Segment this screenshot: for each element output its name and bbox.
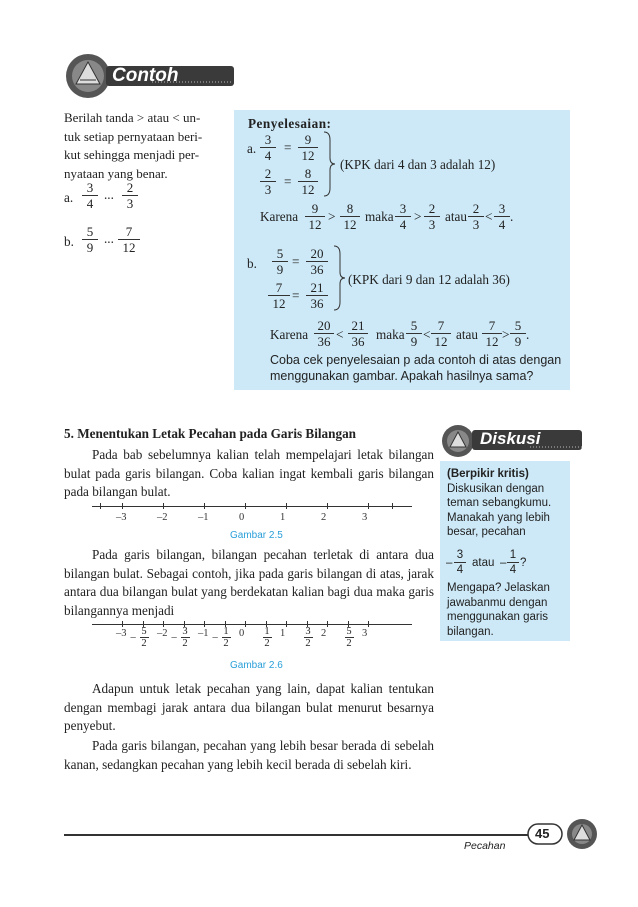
footer-chapter: Pecahan xyxy=(464,840,506,852)
problem-b-label: b. xyxy=(64,234,74,249)
tick-mark xyxy=(286,503,287,509)
solution-a-label: a. xyxy=(247,141,257,156)
tick-mark xyxy=(327,621,328,627)
diskusi-line: Diskusikan dengan xyxy=(447,482,545,495)
fraction: $\frac{5}{9}$ xyxy=(510,318,526,349)
fraction: $\frac{9}{12}$ xyxy=(298,132,318,163)
tick-label: 2 xyxy=(321,512,327,523)
tick-label: 0 xyxy=(239,628,245,639)
fraction: $\frac{7}{12}$ xyxy=(268,280,290,311)
tick-mark xyxy=(392,503,393,509)
maka-text: maka xyxy=(365,209,394,224)
tick-label: 3 xyxy=(362,512,368,523)
tick-mark xyxy=(368,503,369,509)
paragraph: Adapun untuk letak pecahan yang lain, dapat kalian tentukan dengan membagi jarak antara dua bilangan bulat menurut besarnya penyebut. xyxy=(64,681,434,733)
tick-label: –2 xyxy=(157,512,168,523)
diskusi-header xyxy=(440,422,590,458)
diskusi-line: menggunakan garis xyxy=(447,611,549,623)
instruction-line: Berilah tanda > atau < un- xyxy=(64,110,201,125)
diskusi-line: Mengapa? Jelaskan xyxy=(447,582,550,594)
fraction: $\frac{20}{36}$ xyxy=(306,246,328,277)
tick-label: –1 xyxy=(198,512,209,523)
diskusi-line: jawabanmu dengan xyxy=(447,596,548,609)
equals-sign: = xyxy=(284,140,292,155)
fraction: $\frac{2}{3}$ xyxy=(424,201,440,232)
tick-mark xyxy=(204,621,205,627)
karena-text: Karena xyxy=(260,209,299,224)
tick-mark xyxy=(122,621,123,627)
fraction: $\frac{3}{4}$ xyxy=(260,132,276,163)
tick-mark xyxy=(286,621,287,627)
tick-label: –1 xyxy=(198,628,209,639)
tick-mark xyxy=(327,503,328,509)
tick-label: 0 xyxy=(239,512,245,523)
paragraph: Pada garis bilangan, pecahan yang lebih besar berada di sebelah kanan, sedangkan pecahan yang lebih kecil berada di sebelah kiri. xyxy=(64,738,434,772)
brace-icon xyxy=(332,244,346,312)
fraction: $\frac{21}{36}$ xyxy=(306,280,328,311)
fraction: $\frac{21}{36}$ xyxy=(348,318,368,349)
fraction: $\frac{5}{9}$ xyxy=(272,246,288,277)
page-number: 45 xyxy=(535,826,550,841)
fraction: $\frac{2}{3}$ xyxy=(122,180,138,211)
solution-b-label: b. xyxy=(247,256,257,271)
diskusi-box xyxy=(440,461,570,641)
fraction: $\frac{5}{9}$ xyxy=(406,318,422,349)
problem-instruction xyxy=(64,109,224,183)
comparison-dots: ... xyxy=(104,187,114,202)
tick-label: –3 xyxy=(116,512,127,523)
instruction-line: kut sehingga menjadi per- xyxy=(64,147,200,162)
fraction: $\frac{7}{12}$ xyxy=(118,224,140,255)
tick-mark xyxy=(163,621,164,627)
paragraph: Pada garis bilangan, bilangan pecahan terletak di antara dua bilangan bulat. Sebagai contoh, jika pada garis bilangan di atas, jarak antara dua bilangan bulat yang berdekatan kalian bagi dua maka garis bilangannya menjadi xyxy=(64,547,434,618)
diskusi-subtitle: (Berpikir kritis) xyxy=(447,468,529,480)
compare-sign: < xyxy=(423,327,431,342)
fraction: $\frac{7}{12}$ xyxy=(431,318,451,349)
fraction: $\frac{3}{4}$ xyxy=(82,180,98,211)
tick-label: 2 xyxy=(321,628,327,639)
minus-sign: – xyxy=(446,557,453,569)
footer-line xyxy=(64,834,530,836)
compare-sign: > xyxy=(328,209,336,224)
period: . xyxy=(510,209,514,224)
fraction: $\frac{1}{4}$ xyxy=(507,548,519,577)
tick-label: 3 xyxy=(362,628,368,639)
maka-text: maka xyxy=(376,327,405,342)
tick-label: –2 xyxy=(157,628,168,639)
fraction: $\frac{5}{9}$ xyxy=(82,224,98,255)
fraction: $\frac{8}{12}$ xyxy=(340,201,360,232)
question-mark: ? xyxy=(520,557,527,569)
fraction: $\frac{8}{12}$ xyxy=(298,166,318,197)
kpk-note: (KPK dari 9 dan 12 adalah 36) xyxy=(348,272,510,287)
section-heading: 5. Menentukan Letak Pecahan pada Garis Bilangan xyxy=(64,426,356,441)
tick-mark xyxy=(100,503,101,509)
tick-label: –3 xyxy=(116,628,127,639)
compare-sign: > xyxy=(502,327,510,342)
atau-text: atau xyxy=(472,557,495,569)
tick-mark xyxy=(245,503,246,509)
fraction: $\frac{2}{3}$ xyxy=(468,201,484,232)
tick-mark xyxy=(368,621,369,627)
period: . xyxy=(526,327,530,342)
minus-sign: – xyxy=(500,557,507,569)
equals-sign: = xyxy=(284,174,292,189)
diskusi-line: teman sebangkumu. xyxy=(447,497,552,509)
tick-mark xyxy=(122,503,123,509)
fraction: $\frac{7}{12}$ xyxy=(482,318,502,349)
problem-a-label: a. xyxy=(64,190,74,205)
fraction: $\frac{3}{4}$ xyxy=(454,548,466,577)
tick-label: 1 xyxy=(280,512,286,523)
atau-text: atau xyxy=(445,209,467,224)
fraction: $\frac{9}{12}$ xyxy=(305,201,325,232)
page-badge xyxy=(526,816,606,852)
tick-mark xyxy=(245,621,246,627)
instruction-line: tuk setiap pernyataan beri- xyxy=(64,128,203,144)
tick-mark xyxy=(163,503,164,509)
solution-title: Penyelesaian: xyxy=(248,116,332,131)
number-line: –3 –2 –1 0 1 2 3 – 5 2 – 3 2 – 1 2 1 2 3 2 5 2 xyxy=(92,618,412,658)
equals-sign: = xyxy=(292,254,300,269)
atau-text: atau xyxy=(456,327,478,342)
diskusi-line: bilangan. xyxy=(447,625,494,638)
fraction: $\frac{2}{3}$ xyxy=(260,166,276,197)
contoh-title: Contoh xyxy=(112,65,179,86)
compare-sign: < xyxy=(485,209,493,224)
diskusi-title: Diskusi xyxy=(480,429,541,448)
tick-label: 1 xyxy=(280,628,286,639)
kpk-note: (KPK dari 4 dan 3 adalah 12) xyxy=(340,157,496,172)
check-note xyxy=(270,352,561,384)
contoh-header xyxy=(62,48,242,100)
check-line: menggunakan gambar. Apakah hasilnya sama? xyxy=(270,369,534,383)
fraction: $\frac{3}{4}$ xyxy=(494,201,510,232)
tick-mark xyxy=(204,503,205,509)
fraction: $\frac{20}{36}$ xyxy=(314,318,334,349)
figure-caption: Gambar 2.6 xyxy=(230,660,283,671)
figure-caption: Gambar 2.5 xyxy=(230,530,283,541)
compare-sign: > xyxy=(414,209,422,224)
compare-sign: < xyxy=(336,327,344,342)
fraction: $\frac{3}{4}$ xyxy=(395,201,411,232)
comparison-dots: ... xyxy=(104,231,114,246)
karena-text: Karena xyxy=(270,327,309,342)
check-line: Coba cek penyelesaian p ada contoh di atas dengan xyxy=(270,353,562,367)
paragraph: Pada bab sebelumnya kalian telah mempelajari letak bilangan bulat pada garis bilangan. Coba kalian ingat kembali garis bilangan pada bilangan bulat. xyxy=(64,447,434,499)
equals-sign: = xyxy=(292,288,300,303)
brace-icon xyxy=(322,130,336,198)
diskusi-line: besar, pecahan xyxy=(447,526,526,538)
instruction-line: nyataan yang benar. xyxy=(64,165,168,181)
diskusi-line: Manakah yang lebih xyxy=(447,511,550,524)
